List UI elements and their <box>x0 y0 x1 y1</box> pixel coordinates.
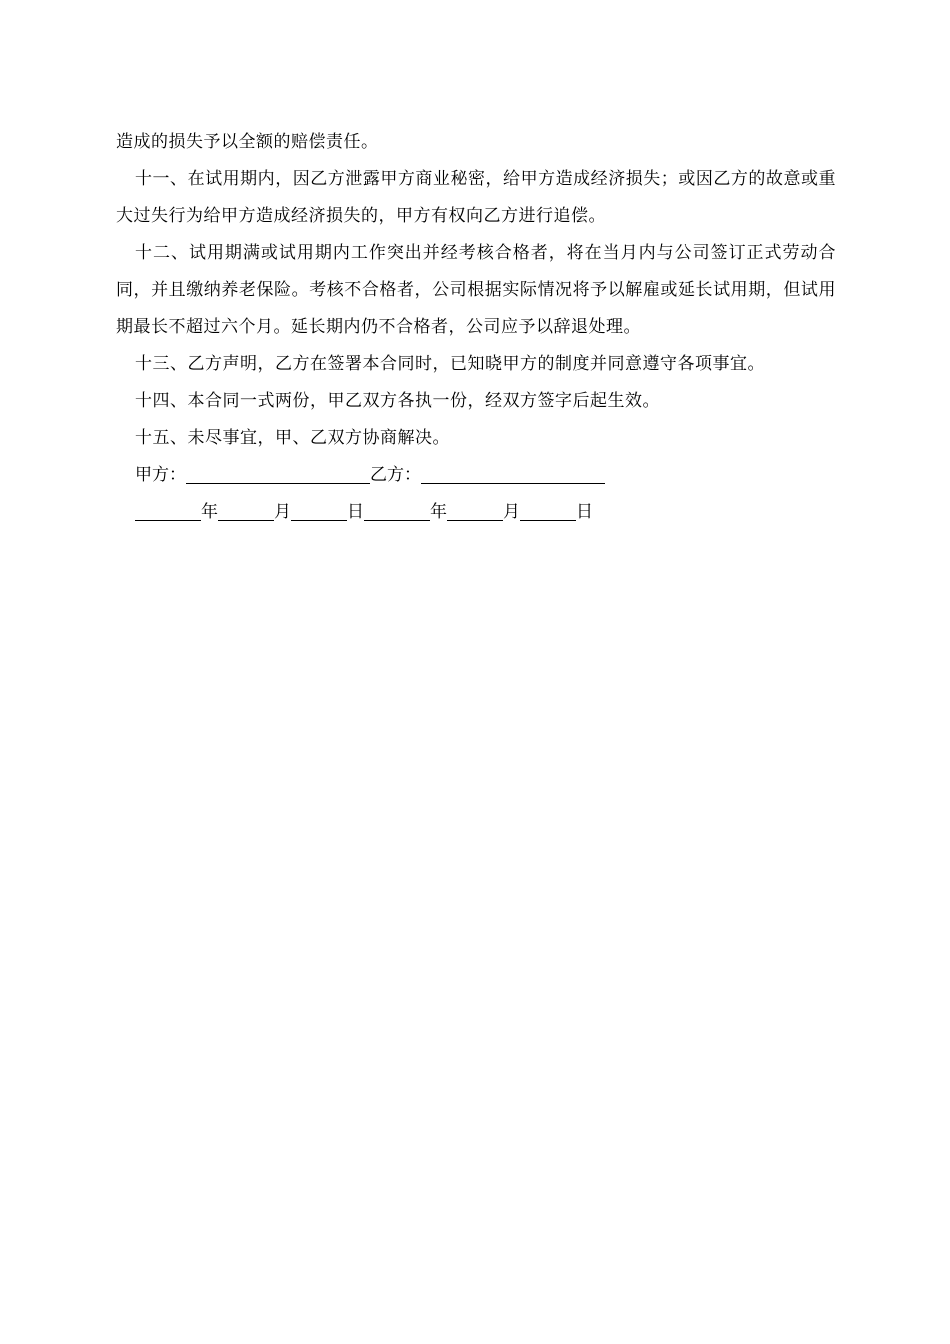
clause-15: 十五、未尽事宜，甲、乙双方协商解决。 <box>135 428 450 448</box>
party-a-year-label: 年 <box>201 502 218 522</box>
clause-12: 十二、试用期满或试用期内工作突出并经考核合格者，将在当月内与公司签订正式劳动合同，并且缴纳养老保险。考核不合格者，公司根据实际情况将予以解雇或延长试用期，但试用期最长不超过六个月。延长期内仍不合格者，公司应予以辞退处理。 <box>116 243 836 337</box>
party-a-year-blank <box>135 500 201 521</box>
party-a-label: 甲方： <box>135 465 186 485</box>
party-b-year-blank <box>364 500 430 521</box>
clause-11: 十一、在试用期内，因乙方泄露甲方商业秘密，给甲方造成经济损失；或因乙方的故意或重大过失行为给甲方造成经济损失的，甲方有权向乙方进行追偿。 <box>116 169 836 226</box>
party-a-signature-blank <box>186 463 370 484</box>
clause-14: 十四、本合同一式两份，甲乙双方各执一份，经双方签字后起生效。 <box>135 391 660 411</box>
party-b-day-blank <box>520 500 576 521</box>
party-a-day-blank <box>291 500 347 521</box>
party-b-day-label: 日 <box>576 502 593 522</box>
paragraph-continuation: 造成的损失予以全额的赔偿责任。 <box>116 132 379 152</box>
party-a-month-label: 月 <box>274 502 291 522</box>
party-b-month-label: 月 <box>503 502 520 522</box>
signature-row <box>116 457 836 494</box>
party-b-month-blank <box>447 500 503 521</box>
party-b-year-label: 年 <box>430 502 447 522</box>
date-row <box>116 494 836 531</box>
party-a-month-blank <box>218 500 274 521</box>
clause-13: 十三、乙方声明，乙方在签署本合同时，已知晓甲方的制度并同意遵守各项事宜。 <box>135 354 765 374</box>
party-a-day-label: 日 <box>347 502 364 522</box>
party-b-label: 乙方： <box>370 465 421 485</box>
document-body <box>116 124 836 531</box>
party-b-signature-blank <box>421 463 605 484</box>
